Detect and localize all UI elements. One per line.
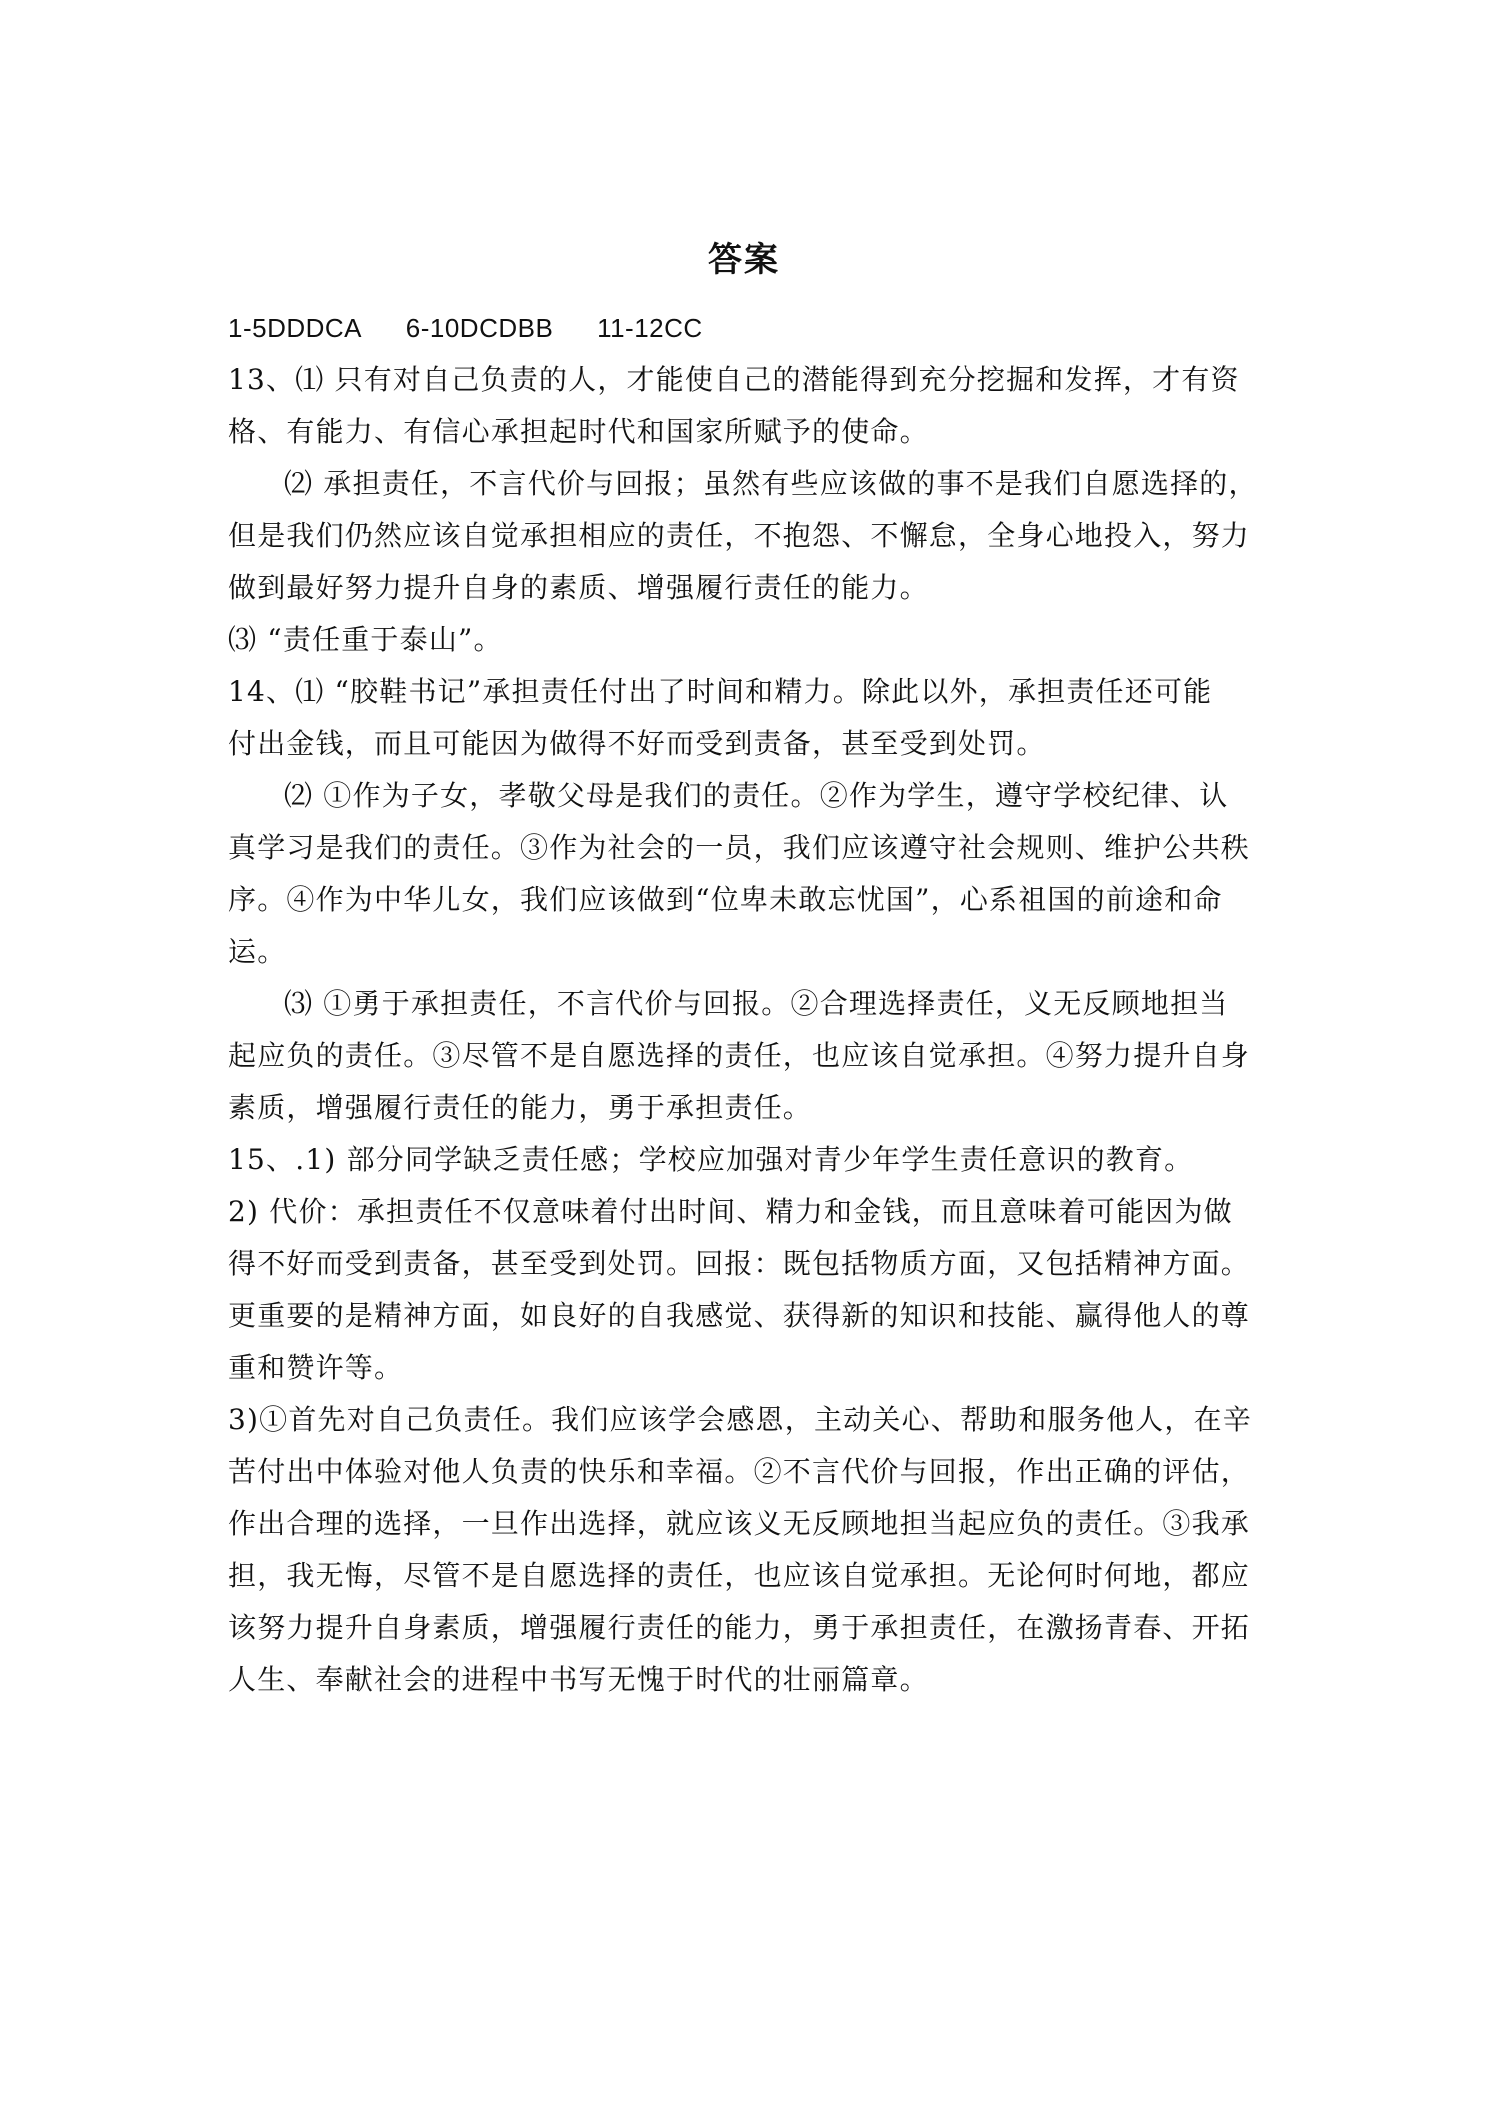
multiple-choice-answers xyxy=(228,302,1260,354)
q14-part1-line2: 付出金钱，而且可能因为做得不好而受到责备，甚至受到处罚。 xyxy=(228,727,1046,760)
q15-part3-line4: 担，我无悔，尽管不是自愿选择的责任，也应该自觉承担。无论何时何地，都应 xyxy=(228,1559,1251,1592)
q15-part1-line1: 15、.1) 部分同学缺乏责任感；学校应加强对青少年学生责任意识的教育。 xyxy=(228,1143,1194,1176)
answer-content xyxy=(228,302,1260,1706)
q14-part3-line2: 起应负的责任。③尽管不是自愿选择的责任，也应该自觉承担。④努力提升自身 xyxy=(228,1039,1251,1072)
q15-part2-line2: 得不好而受到责备，甚至受到处罚。回报：既包括物质方面，又包括精神方面。 xyxy=(228,1247,1251,1280)
q15-part2-line4: 重和赞许等。 xyxy=(228,1351,404,1384)
q15-part3-line3: 作出合理的选择，一旦作出选择，就应该义无反顾地担当起应负的责任。③我承 xyxy=(228,1507,1251,1540)
q15-part2-line1: 2) 代价：承担责任不仅意味着付出时间、精力和金钱，而且意味着可能因为做 xyxy=(228,1195,1233,1228)
page-title: 答案 xyxy=(708,240,780,280)
q14-part2-line1: ⑵ ①作为子女，孝敬父母是我们的责任。②作为学生，遵守学校纪律、认 xyxy=(284,779,1229,812)
q13-part1-line2: 格、有能力、有信心承担起时代和国家所赋予的使命。 xyxy=(228,415,929,448)
q15-part3-line5: 该努力提升自身素质，增强履行责任的能力，勇于承担责任，在激扬青春、开拓 xyxy=(228,1611,1251,1644)
q14-part2-line4: 运。 xyxy=(228,935,287,968)
q14-part3-line3: 素质，增强履行责任的能力，勇于承担责任。 xyxy=(228,1091,813,1124)
q13-part2-line1: ⑵ 承担责任，不言代价与回报；虽然有些应该做的事不是我们自愿选择的， xyxy=(284,467,1258,500)
q14-part3-line1: ⑶ ①勇于承担责任，不言代价与回报。②合理选择责任，义无反顾地担当 xyxy=(284,987,1229,1020)
q15-part3-line6: 人生、奉献社会的进程中书写无愧于时代的壮丽篇章。 xyxy=(228,1663,929,1696)
q14-part2-line3: 序。④作为中华儿女，我们应该做到“位卑未敢忘忧国”，心系祖国的前途和命 xyxy=(228,883,1223,916)
q13-part2-line3: 做到最好努力提升自身的素质、增强履行责任的能力。 xyxy=(228,571,929,604)
answer-group-1-5: 1-5DDDCA xyxy=(228,313,363,343)
q13-part2-line2: 但是我们仍然应该自觉承担相应的责任，不抱怨、不懈怠，全身心地投入，努力 xyxy=(228,519,1251,552)
q13-part3-line1: ⑶ “责任重于泰山”。 xyxy=(228,623,503,656)
q15-part3-line2: 苦付出中体验对他人负责的快乐和幸福。②不言代价与回报，作出正确的评估， xyxy=(228,1455,1251,1488)
q14-part1-line1: 14、⑴ “胶鞋书记”承担责任付出了时间和精力。除此以外，承担责任还可能 xyxy=(228,675,1213,708)
answer-group-11-12: 11-12CC xyxy=(597,313,703,343)
q14-part2-line2: 真学习是我们的责任。③作为社会的一员，我们应该遵守社会规则、维护公共秩 xyxy=(228,831,1251,864)
answer-group-6-10: 6-10DCDBB xyxy=(405,313,554,343)
q13-part1-line1: 13、⑴ 只有对自己负责的人，才能使自己的潜能得到充分挖掘和发挥，才有资 xyxy=(228,363,1240,396)
q15-part3-line1: 3)①首先对自己负责任。我们应该学会感恩，主动关心、帮助和服务他人，在辛 xyxy=(228,1403,1252,1436)
q15-part2-line3: 更重要的是精神方面，如良好的自我感觉、获得新的知识和技能、赢得他人的尊 xyxy=(228,1299,1251,1332)
